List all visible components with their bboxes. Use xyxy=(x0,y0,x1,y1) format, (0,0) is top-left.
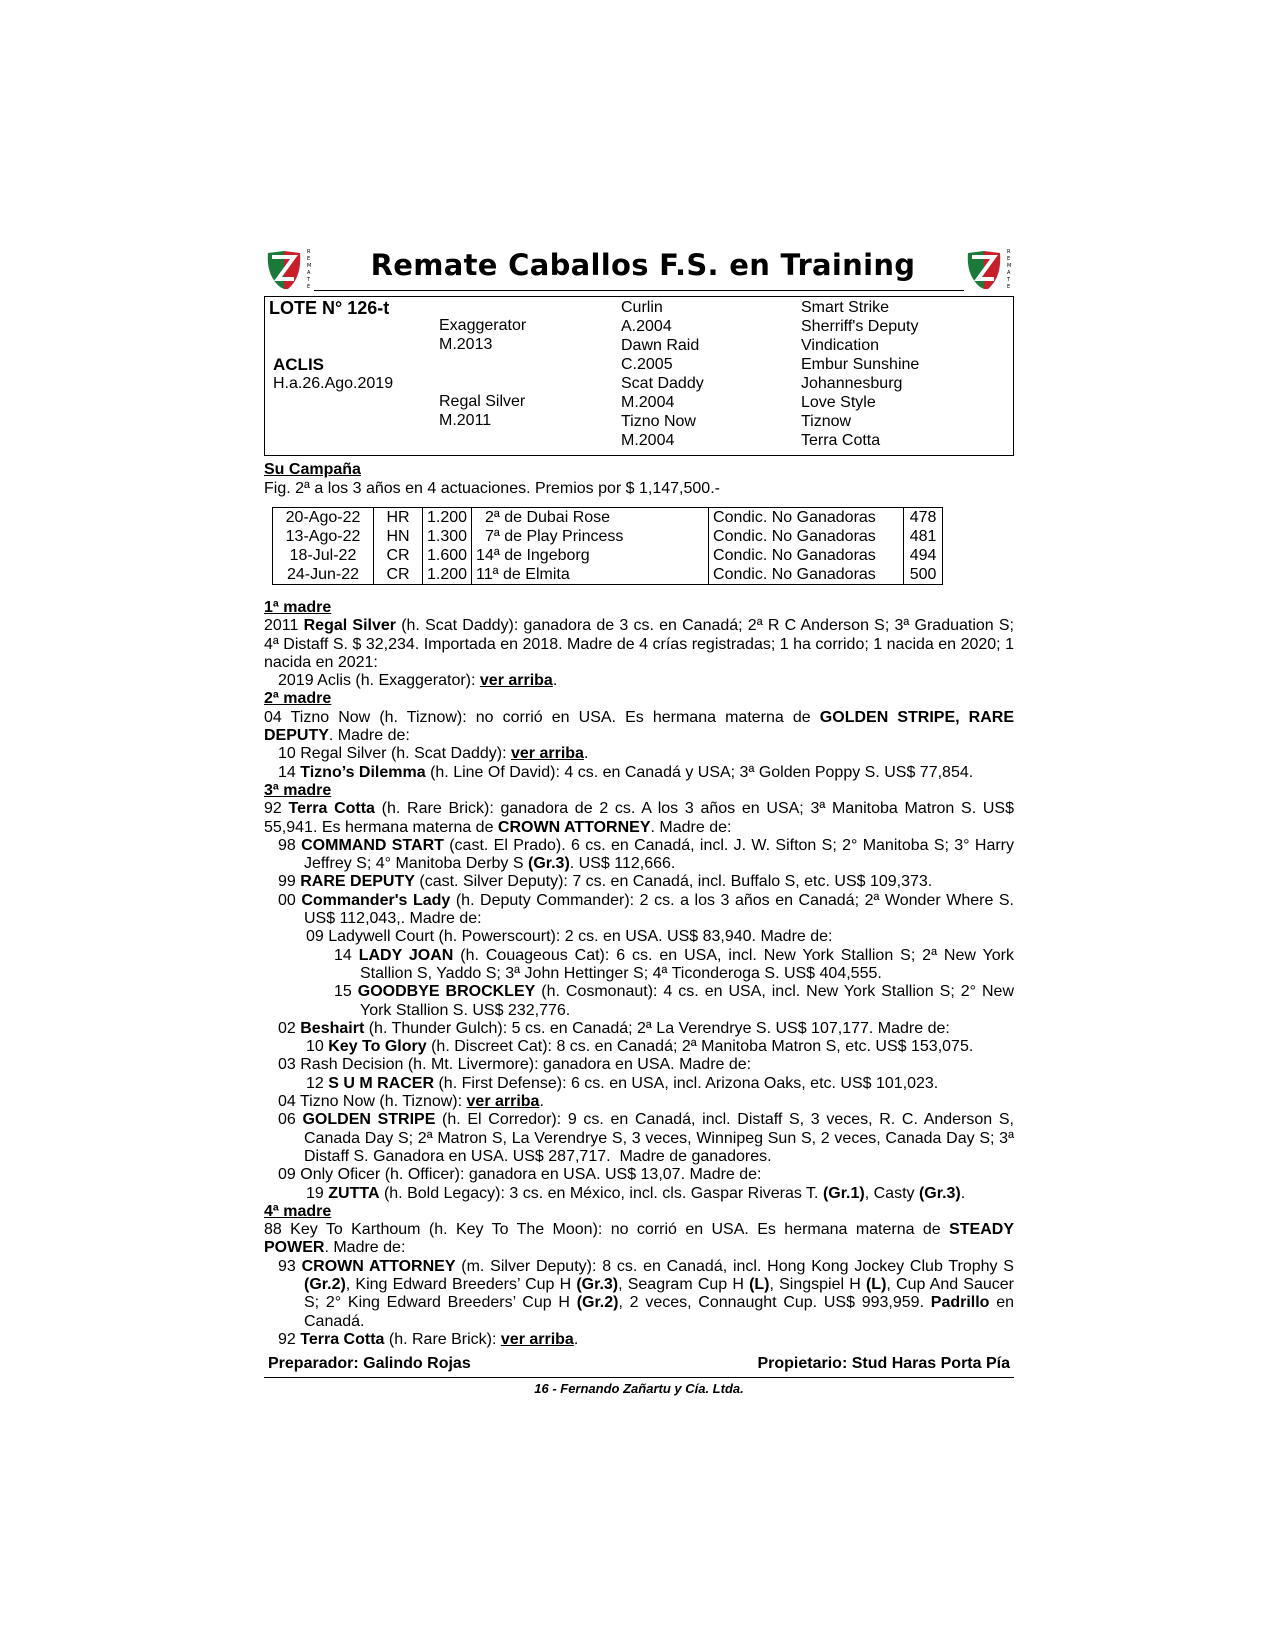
race-cell: 7ª de Play Princess xyxy=(472,527,709,546)
race-cell: 18-Jul-22 xyxy=(273,546,374,565)
race-cell: 500 xyxy=(904,565,943,585)
dam-4-text: 88 Key To Karthoum (h. Key To The Moon): no corrió en USA. Es hermana materna de STEADY POWER. Madre de: xyxy=(264,1221,1014,1257)
svg-text:M: M xyxy=(1007,263,1012,269)
page-footer: 16 - Fernando Zañartu y Cía. Ltda. xyxy=(534,1381,744,1397)
ver-arriba-link[interactable]: ver arriba xyxy=(500,1330,574,1348)
list-item: 10 Key To Glory (h. Discreet Cat): 8 cs. en Canadá; 2ª Manitoba Matron S, etc. US$ 153,075. xyxy=(306,1038,974,1056)
catalog-page xyxy=(264,240,1014,1396)
list-item: 02 Beshairt (h. Thunder Gulch): 5 cs. en Canadá; 2ª La Verendrye S. US$ 107,177. Madre de: xyxy=(278,1019,950,1037)
owner: Propietario: Stud Haras Porta Pía xyxy=(757,1355,1010,1373)
svg-text:E: E xyxy=(1007,256,1011,262)
pedigree-great-grandparents: Smart Strike Sherriff's Deputy Vindication Embur Sunshine Johannesburg Love Style Tiznow Terra Cotta xyxy=(801,299,920,449)
svg-text:E: E xyxy=(1007,284,1011,290)
race-row xyxy=(273,565,943,585)
svg-text:E: E xyxy=(307,284,311,290)
race-cell: 1.600 xyxy=(423,546,472,565)
zj-logo-icon xyxy=(264,245,316,291)
page-title: Remate Caballos F.S. en Training xyxy=(370,248,916,282)
zj-logo-icon xyxy=(964,245,1016,291)
race-cell: CR xyxy=(374,546,423,565)
lot-footer xyxy=(264,1355,1014,1373)
race-cell: 14ª de Ingeborg xyxy=(472,546,709,565)
campaign-section xyxy=(264,460,1014,498)
dam-2-text: 04 Tizno Now (h. Tiznow): no corrió en USA. Es hermana materna de GOLDEN STRIPE, RARE DEPUTY. Madre de: xyxy=(264,708,1015,745)
campaign-heading: Su Campaña xyxy=(264,461,361,478)
race-cell: 2ª de Dubai Rose xyxy=(472,508,709,528)
ver-arriba-link[interactable]: ver arriba xyxy=(511,745,584,763)
svg-text:A: A xyxy=(1007,270,1011,276)
list-item: 99 RARE DEPUTY (cast. Silver Deputy): 7 cs. en Canadá, incl. Buffalo S, etc. US$ 109,373. xyxy=(278,873,933,891)
list-item: 93 CROWN ATTORNEY (m. Silver Deputy): 8 cs. en Canadá, incl. Hong Kong Jockey Club Trophy S (Gr.2), King Edward Breeders’ Cup H (Gr.3), Seagram Cup H (L), Singspiel H (L), Cup And Saucer S; 2° King Edward Breeders’ Cup H (Gr.2), 2 veces, Connaught Cup. US$ 993,959. Padrillo en Canadá. xyxy=(278,1257,1014,1330)
svg-text:T: T xyxy=(307,277,311,283)
svg-text:R: R xyxy=(307,249,311,255)
dam-1-text: 2011 Regal Silver (h. Scat Daddy): ganadora de 3 cs. en Canadá; 2ª R C Anderson S; 3ª Graduation S; 4ª Distaff S. $ 32,234. Importada en 2018. Madre de 4 crías registradas; 1 ha corrido; 1 nacida en 2020; 1 nacida en 2021: xyxy=(264,617,1015,671)
race-cell: HR xyxy=(374,508,423,528)
race-cell: CR xyxy=(374,565,423,585)
race-cell: Condic. No Ganadoras xyxy=(709,546,904,565)
dam-heading-1: 1ª madre xyxy=(264,599,332,616)
list-item: 09 Ladywell Court (h. Powerscourt): 2 cs. en USA. US$ 83,940. Madre de: xyxy=(306,928,833,946)
race-cell: 478 xyxy=(904,508,943,528)
race-cell: 13-Ago-22 xyxy=(273,527,374,546)
race-row xyxy=(273,546,943,565)
list-item: 06 GOLDEN STRIPE (h. El Corredor): 9 cs. en Canadá, incl. Distaff S, 3 veces, R. C. Anderson S, Canada Day S; 2ª Matron S, La Verendrye S, 3 veces, Winnipeg Sun S, 2 veces, Canada Day S; 3ª Distaff S. Ganadora en USA. US$ 287,717. Madre de ganadores. xyxy=(278,1111,1014,1165)
race-cell: 1.300 xyxy=(423,527,472,546)
list-item: 98 COMMAND START (cast. El Prado). 6 cs. en Canadá, incl. J. W. Sifton S; 2° Manitoba S; 3° Harry Jeffrey S; 4° Manitoba Derby S (Gr.3). US$ 112,666. xyxy=(278,836,1015,873)
race-cell: 11ª de Elmita xyxy=(472,565,709,585)
family-section xyxy=(264,599,1014,1349)
svg-text:T: T xyxy=(1007,277,1011,283)
list-item: 14 LADY JOAN (h. Couageous Cat): 6 cs. en USA, incl. New York Stallion S; 2ª New York Stallion S, Yaddo S; 3ª John Hettinger S; 4ª Ticonderoga S. US$ 404,555. xyxy=(334,946,1014,982)
list-item: 03 Rash Decision (h. Mt. Livermore): ganadora en USA. Madre de: xyxy=(278,1056,752,1074)
page-header xyxy=(264,240,1014,296)
pedigree-grandparents: Curlin A.2004 Dawn Raid C.2005 Scat Daddy M.2004 Tizno Now M.2004 xyxy=(621,299,704,449)
horse-name: ACLIS xyxy=(273,355,324,374)
trainer: Preparador: Galindo Rojas xyxy=(268,1355,471,1373)
race-row xyxy=(273,508,943,528)
race-cell: 1.200 xyxy=(423,565,472,585)
race-cell: Condic. No Ganadoras xyxy=(709,527,904,546)
svg-text:M: M xyxy=(307,263,312,269)
list-item: 10 Regal Silver (h. Scat Daddy): ver arriba. xyxy=(278,745,589,763)
ver-arriba-link[interactable]: ver arriba xyxy=(479,672,553,690)
dam-heading-4: 4ª madre xyxy=(264,1202,332,1220)
footer-rule xyxy=(264,1377,1014,1378)
pedigree-dam: Regal Silver M.2011 xyxy=(439,393,526,429)
list-item: 12 S U M RACER (h. First Defense): 6 cs. en USA, incl. Arizona Oaks, etc. US$ 101,023. xyxy=(306,1074,939,1092)
list-item: 09 Only Oficer (h. Officer): ganadora en USA. US$ 13,07. Madre de: xyxy=(278,1166,762,1184)
list-item: 15 GOODBYE BROCKLEY (h. Cosmonaut): 4 cs. en USA, incl. New York Stallion S; 2° New York Stallion S. US$ 232,776. xyxy=(334,983,1014,1019)
header-rule xyxy=(314,290,964,291)
list-item: 19 ZUTTA (h. Bold Legacy): 3 cs. en México, incl. cls. Gaspar Riveras T. (Gr.1), Casty (Gr.3). xyxy=(306,1184,966,1202)
dam-heading-3: 3ª madre xyxy=(264,781,332,799)
list-item: 00 Commander's Lady (h. Deputy Commander): 2 cs. a los 3 años en Canadá; 2ª Wonder Where S. US$ 112,043,. Madre de: xyxy=(278,891,1014,928)
race-cell: 1.200 xyxy=(423,508,472,528)
race-table xyxy=(272,507,943,585)
svg-text:A: A xyxy=(307,270,311,276)
svg-text:E: E xyxy=(307,256,311,262)
campaign-summary: Fig. 2ª a los 3 años en 4 actuaciones. Premios por $ 1,147,500.- xyxy=(264,480,720,497)
race-cell: 24-Jun-22 xyxy=(273,565,374,585)
list-item: 04 Tizno Now (h. Tiznow): ver arriba. xyxy=(278,1093,544,1111)
race-cell: 494 xyxy=(904,546,943,565)
list-item: 2019 Aclis (h. Exaggerator): ver arriba. xyxy=(278,672,558,690)
race-cell: Condic. No Ganadoras xyxy=(709,565,904,585)
pedigree-box xyxy=(264,296,1014,456)
race-row xyxy=(273,527,943,546)
pedigree-sire: Exaggerator M.2013 xyxy=(439,317,527,353)
lot-number: LOTE N° 126-t xyxy=(269,298,390,318)
horse-birth: H.a.26.Ago.2019 xyxy=(273,375,394,392)
race-cell: 481 xyxy=(904,527,943,546)
svg-text:R: R xyxy=(1007,249,1011,255)
list-item: 92 Terra Cotta (h. Rare Brick): ver arriba. xyxy=(278,1330,579,1348)
race-cell: HN xyxy=(374,527,423,546)
ver-arriba-link[interactable]: ver arriba xyxy=(466,1093,540,1111)
dam-heading-2: 2ª madre xyxy=(264,690,332,708)
race-cell: Condic. No Ganadoras xyxy=(709,508,904,528)
dam-3-text: 92 Terra Cotta (h. Rare Brick): ganadora de 2 cs. A los 3 años en USA; 3ª Manitoba Matron S. US$ 55,941. Es hermana materna de CROWN ATTORNEY. Madre de: xyxy=(264,800,1014,836)
list-item: 14 Tizno’s Dilemma (h. Line Of David): 4 cs. en Canadá y USA; 3ª Golden Poppy S. US$ 77,854. xyxy=(278,763,974,781)
race-cell: 20-Ago-22 xyxy=(273,508,374,528)
